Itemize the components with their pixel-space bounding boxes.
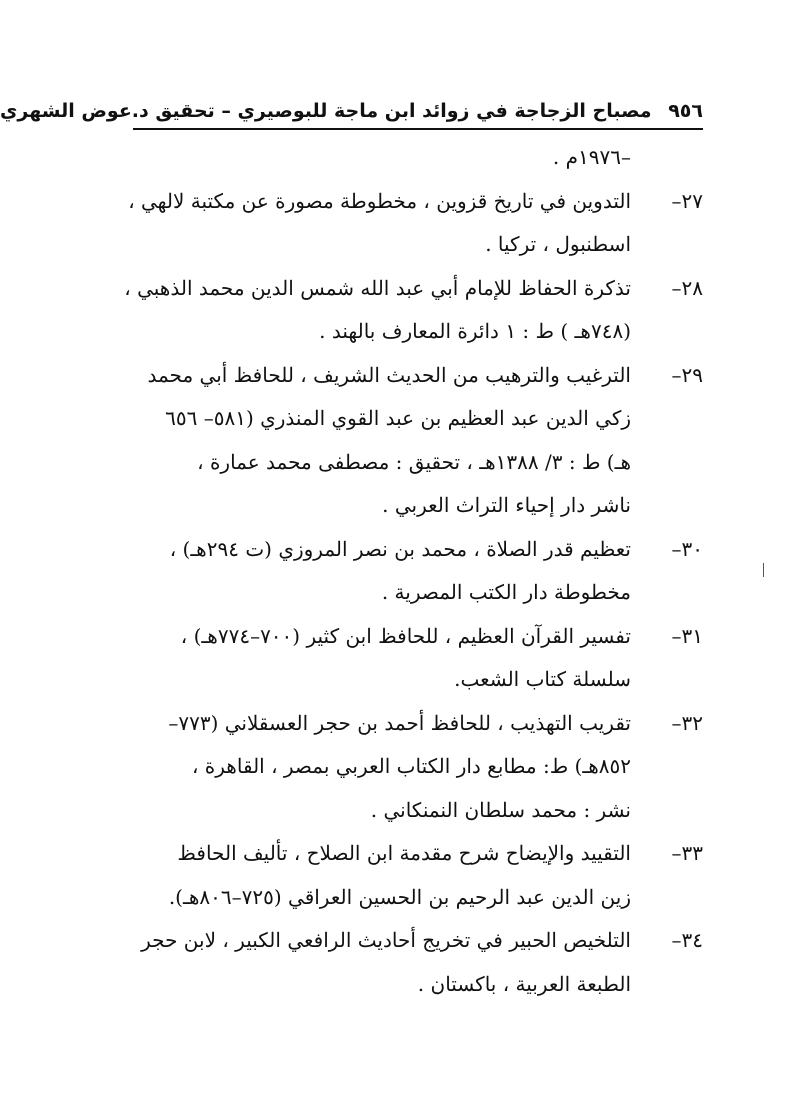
entry-line: زكي الدين عبد العظيم بن عبد القوي المنذري (٥٨١– ٦٥٦	[165, 406, 631, 430]
bibliography-entry-30	[133, 528, 703, 615]
entry-number: ٢٩–	[671, 362, 703, 387]
bibliography-entry-33	[133, 832, 703, 919]
bibliography-entry-31	[133, 615, 703, 702]
running-header-title: مصباح الزجاجة في زوائد ابن ماجة للبوصيري – تحقيق د.عوض الشهري	[0, 100, 652, 122]
entry-line: زين الدين عبد الرحيم بن الحسين العراقي (٧٢٥–٨٠٦هـ).	[168, 884, 631, 909]
entry-line: هـ) ط : ٣/ ١٣٨٨هـ ، تحقيق : مصطفى محمد عمارة ،	[197, 449, 631, 474]
margin-mark	[763, 563, 764, 577]
entry-line: تذكرة الحفاظ للإمام أبي عبد الله شمس الدين محمد الذهبي ،	[124, 275, 631, 300]
entry-line: تفسير القرآن العظيم ، للحافظ ابن كثير (٧٠٠–٧٧٤هـ) ،	[180, 623, 631, 648]
bibliography-entry-27	[128, 180, 703, 267]
entry-line: سلسلة كتاب الشعب.	[454, 667, 631, 691]
entry-line: ناشر دار إحياء التراث العربي .	[382, 493, 631, 517]
entry-number: ٣١–	[671, 623, 703, 648]
entry-line: اسطنبول ، تركيا .	[485, 232, 631, 256]
entry-line: الطبعة العربية ، باكستان .	[417, 971, 631, 996]
entry-line: (٧٤٨هـ ) ط : ١ دائرة المعارف بالهند .	[319, 319, 631, 343]
entry-line: التدوين في تاريخ قزوين ، مخطوطة مصورة عن مكتبة لالهي ،	[128, 188, 631, 213]
entry-number: ٣٢–	[671, 710, 703, 735]
bibliography-entry-34	[133, 919, 703, 1006]
entry-line: ٨٥٢هـ) ط: مطابع دار الكتاب العربي بمصر ، القاهرة ،	[191, 754, 631, 778]
entry-number: ٣٤–	[671, 928, 703, 952]
bibliography-entry-28	[124, 267, 703, 354]
entry-number: ٣٣–	[671, 841, 703, 865]
bibliography-list	[124, 136, 703, 1006]
bibliography-entry-29	[133, 354, 703, 528]
entry-number: ٣٠–	[671, 536, 703, 561]
running-header	[0, 96, 703, 130]
page-number: ٩٥٦	[668, 100, 703, 122]
continuation-line: –١٩٧٦م .	[552, 145, 631, 169]
entry-number: ٢٧–	[671, 188, 703, 213]
continued-entry	[133, 136, 703, 180]
entry-line: تعظيم قدر الصلاة ، محمد بن نصر المروزي (ت ٢٩٤هـ) ،	[169, 536, 631, 561]
entry-line: التلخيص الحبير في تخريج أحاديث الرافعي الكبير ، لابن حجر	[141, 928, 631, 952]
entry-line: مخطوطة دار الكتب المصرية .	[381, 580, 631, 604]
bibliography-entry-32	[133, 702, 703, 833]
entry-line: التقييد والإيضاح شرح مقدمة ابن الصلاح ، تأليف الحافظ	[177, 841, 631, 865]
entry-line: الترغيب والترهيب من الحديث الشريف ، للحافظ أبي محمد	[147, 362, 631, 387]
entry-line: نشر : محمد سلطان النمنكاني .	[370, 797, 631, 822]
entry-number: ٢٨–	[671, 275, 703, 300]
entry-line: تقريب التهذيب ، للحافظ أحمد بن حجر العسقلاني (٧٧٣–	[168, 710, 631, 735]
